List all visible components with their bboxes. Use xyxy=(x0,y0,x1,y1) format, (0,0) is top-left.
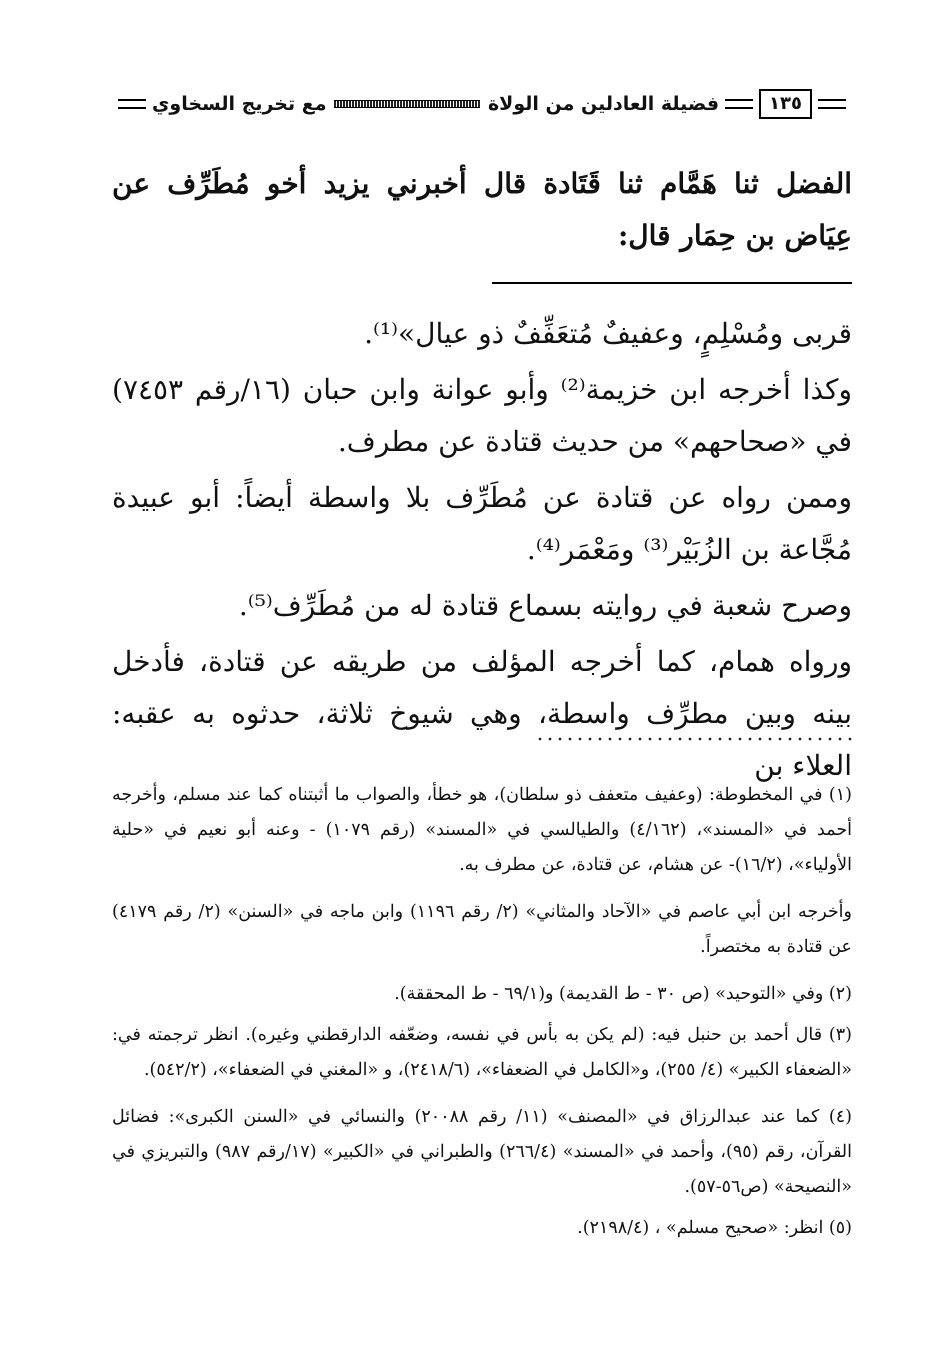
paragraph-hammam: ورواه همام، كما أخرجه المؤلف من طريقه عن قتادة، فأدخل بينه وبين مطرِّف واسطة، وهي شيوخ ثلاثة، حدثوه به عقبه: العلاء بن xyxy=(112,645,852,782)
main-text xyxy=(112,308,852,796)
header-subtitle: مع تخريج السخاوي xyxy=(152,93,327,115)
footnote-1: (١) في المخطوطة: (وعفيف متعفف ذو سلطان)، هو خطأ، والصواب ما أثبتناه كما عند مسلم، وأخرجه أحمد في «المسند»، (٤/١٦٢) والطيالسي في «المسند» (رقم ١٠٧٩) - وعنه أبو نعيم في «حلية الأولياء»، (١٦/٢)- عن هشام، عن قتادة، عن مطرف به. xyxy=(112,785,853,875)
header-ornament-left xyxy=(118,99,146,109)
footnote-4: (٤) كما عند عبدالرزاق في «المصنف» (١١/ رقم ٢٠٠٨٨) والنسائي في «السنن الكبرى»: فضائل القرآن، رقم (٩٥)، وأحمد في «المسند» (٢٦٦/٤) والطبراني في «الكبير» (١٧/رقم ٩٨٧) والتبريزي في «النصيحة» (ص٥٦-٥٧). xyxy=(112,1107,852,1197)
running-header xyxy=(112,82,852,126)
footnotes xyxy=(112,778,852,1258)
page-number: ١٣٥ xyxy=(759,89,812,119)
paragraph-direct-narrators: وممن رواه عن قتادة عن مُطَرِّف بلا واسطة أيضاً: أبو عبيدة مُجَّاعة بن الزُبَيْر⁽³⁾ ومَعْمَر⁽⁴⁾. xyxy=(112,481,852,566)
footnote-separator xyxy=(535,737,853,741)
isnad-paragraph: الفضل ثنا هَمَّام ثنا قَتَادة قال أخبرني يزيد أخو مُطَرِّف عن عِيَاض بن حِمَار قال: xyxy=(112,167,852,252)
section-separator xyxy=(492,282,852,284)
header-book-title: فضيلة العادلين من الولاة xyxy=(487,93,720,115)
footnote-1-continued: وأخرجه ابن أبي عاصم في «الآحاد والمثاني» (٢/ رقم ١١٩٦) وابن ماجه في «السنن» (٢/ رقم ٤١٧٩) عن قتادة به مختصراً. xyxy=(112,902,852,957)
header-ornament-right xyxy=(818,99,846,109)
footnote-3: (٣) قال أحمد بن حنبل فيه: (لم يكن به بأس في نفسه، وضعّفه الدارقطني وغيره). انظر ترجمته في: «الضعفاء الكبير» (٤/ ٢٥٥)، و«الكامل في الضعفاء»، (٢٤١٨/٦)، و «المغني في الضعفاء»، (٥٤٢/٢). xyxy=(112,1025,852,1080)
hadith-ending: قربى ومُسْلِمٍ، وعفيفٌ مُتعَفِّفٌ ذو عيال»⁽¹⁾. xyxy=(364,317,852,350)
header-rule xyxy=(334,100,479,108)
paragraph-ibn-khuzaymah: وكذا أخرجه ابن خزيمة⁽²⁾ وأبو عوانة وابن حبان (١٦/رقم ٧٤٥٣) في «صحاحهم» من حديث قتادة عن مطرف. xyxy=(112,373,852,458)
footnote-2: (٢) وفي «التوحيد» (ص ٣٠ - ط القديمة) و(٦٩/١ - ط المحققة). xyxy=(394,984,852,1004)
header-ornament-mid xyxy=(725,99,753,109)
paragraph-shubah: وصرح شعبة في روايته بسماع قتادة له من مُطَرِّف⁽⁵⁾. xyxy=(238,589,852,622)
footnote-5: (٥) انظر: «صحيح مسلم» ، (٢١٩٨/٤). xyxy=(577,1218,852,1238)
